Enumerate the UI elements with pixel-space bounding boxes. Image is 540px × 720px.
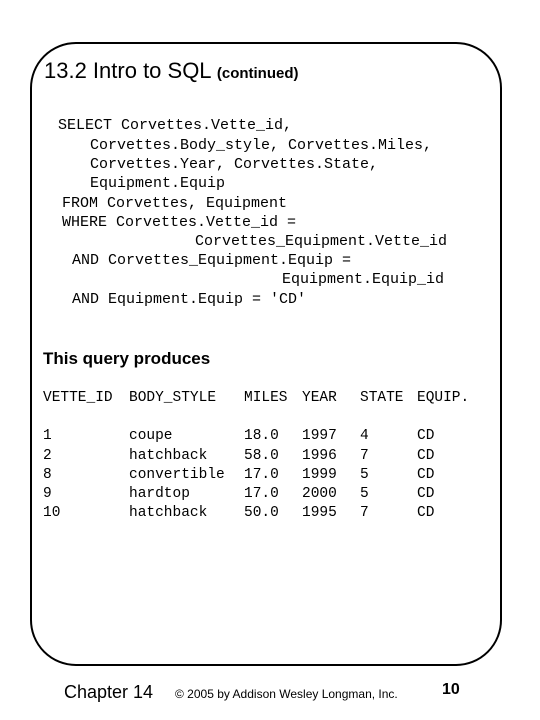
produces-label: This query produces — [43, 349, 211, 368]
table-cell: hardtop — [129, 486, 190, 502]
table-cell: hatchback — [129, 448, 208, 464]
footer-chapter: Chapter 14 — [64, 682, 154, 702]
table-cell: 58.0 — [244, 448, 279, 464]
table-cell: 10 — [43, 505, 61, 521]
sql-line: AND Equipment.Equip = 'CD' — [72, 291, 307, 308]
table-cell: coupe — [129, 428, 173, 444]
table-cell: 9 — [43, 486, 52, 502]
table-cell: CD — [417, 505, 435, 521]
table-cell: 18.0 — [244, 428, 279, 444]
table-cell: 17.0 — [244, 486, 279, 502]
table-cell: CD — [417, 467, 435, 483]
slide-title-sub: (continued) — [216, 65, 299, 82]
table-cell: CD — [417, 428, 435, 444]
sql-line: Corvettes.Body_style, Corvettes.Miles, — [90, 137, 433, 154]
table-cell: 5 — [360, 486, 369, 502]
column-header: EQUIP. — [417, 390, 470, 406]
sql-line: AND Corvettes_Equipment.Equip = — [72, 252, 352, 269]
column-header: STATE — [360, 390, 404, 406]
table-cell: 1 — [43, 428, 52, 444]
table-cell: 7 — [360, 505, 369, 521]
table-cell: 17.0 — [244, 467, 279, 483]
sql-line: Corvettes.Year, Corvettes.State, — [90, 156, 379, 173]
sql-line: WHERE Corvettes.Vette_id = — [62, 214, 297, 231]
table-cell: 7 — [360, 448, 369, 464]
table-cell: 8 — [43, 467, 52, 483]
table-cell: 1996 — [302, 448, 337, 464]
table-cell: 2000 — [302, 486, 337, 502]
table-cell: 1995 — [302, 505, 337, 521]
table-cell: hatchback — [129, 505, 208, 521]
sql-line: SELECT Corvettes.Vette_id, — [58, 117, 293, 134]
footer-copyright: © 2005 by Addison Wesley Longman, Inc. — [175, 687, 398, 701]
table-cell: 5 — [360, 467, 369, 483]
column-header: VETTE_ID — [43, 390, 113, 406]
sql-line: Equipment.Equip — [90, 175, 226, 192]
sql-line: Equipment.Equip_id — [282, 271, 445, 288]
slide-title-main: 13.2 Intro to SQL — [44, 58, 211, 83]
table-cell: 50.0 — [244, 505, 279, 521]
column-header: YEAR — [302, 390, 337, 406]
sql-line: Corvettes_Equipment.Vette_id — [195, 233, 448, 250]
table-cell: CD — [417, 448, 435, 464]
page-number: 10 — [442, 681, 460, 698]
slide-title — [44, 58, 299, 84]
table-cell: 1997 — [302, 428, 337, 444]
column-header: BODY_STYLE — [129, 390, 217, 406]
table-cell: 2 — [43, 448, 52, 464]
table-cell: convertible — [129, 467, 225, 483]
table-cell: 1999 — [302, 467, 337, 483]
table-cell: 4 — [360, 428, 369, 444]
column-header: MILES — [244, 390, 288, 406]
sql-line: FROM Corvettes, Equipment — [62, 195, 288, 212]
table-cell: CD — [417, 486, 435, 502]
